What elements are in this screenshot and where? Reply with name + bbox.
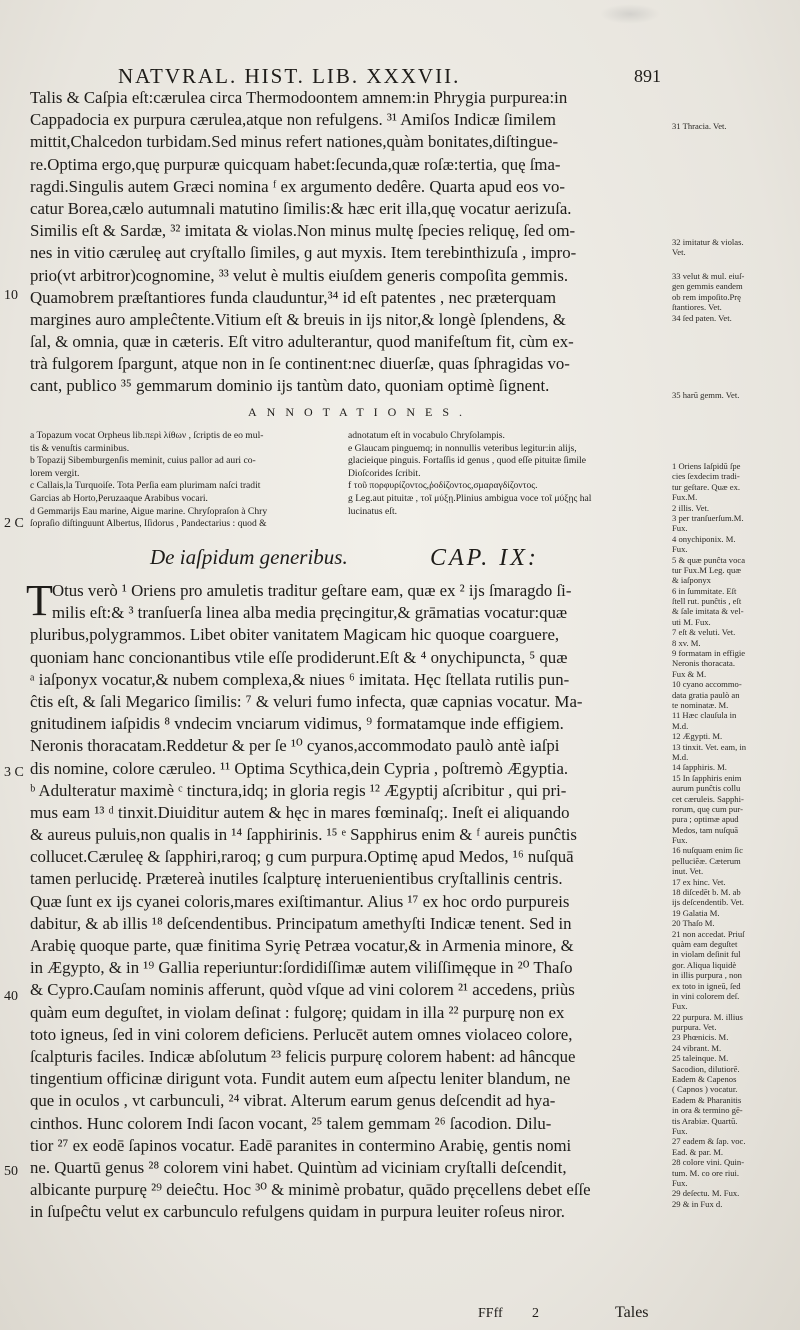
text-line: toto igneus, ſed in vini colorem deficiens. Perlucēt autem omnes violaceo colore,: [30, 1024, 573, 1044]
margin-note-line: 20 Thaſo M.: [672, 918, 715, 929]
main-text-top: [30, 87, 664, 398]
text-line: cant, publico ³⁵ gemmarum dominio ijs tantùm dato, quoniam optimè ſignent.: [30, 376, 550, 396]
margin-note-group-1: [672, 121, 796, 131]
text-line: ᵃ iaſponyx vocatur,& nubem complexa,& niues ⁶ imitata. Hęc ſtellata rutilis pun-: [30, 669, 570, 689]
ink-smudge: [600, 4, 660, 24]
text-line: gnitudinem iaſpidis ⁸ vndecim vnciarum vidimus, ⁹ formatamque inde effigiem.: [30, 714, 564, 734]
margin-note-line: & ſale imitata & vel-: [672, 606, 744, 617]
annotation-line: b Topazij Sibemburgenſis meminit, cuius pallor ad auri co-: [30, 455, 256, 467]
text-line: ĉtis eſt, & ſali Megarico ſimilis: ⁷ & veluri fumo infecta, quæ capnias vocatur. Ma-: [30, 691, 583, 711]
annotations-left-column: [30, 430, 340, 531]
margin-note-line: Ead. & par. M.: [672, 1146, 724, 1157]
text-line: & aureus puluis,non qualis in ¹⁴ ſapphirinis. ¹⁵ ᵉ Sapphirus enim & ᶠ aureis punĉtis: [30, 825, 577, 845]
text-line: in ſuſpeĉtu velut ex carbunculo refulgens quidam in purpura leuiter roſeus niror.: [30, 1202, 565, 1222]
margin-note-line: cet cæruleis. Sapphi-: [672, 793, 744, 804]
margin-note-line: ſtell rut. punĉtis , eſt: [672, 596, 742, 607]
margin-note-line: Fux.: [672, 523, 688, 534]
margin-note-line: 6 in ſummitate. Eſt: [672, 585, 737, 596]
margin-note-line: aurum punĉtis collu: [672, 783, 741, 794]
margin-note-line: & iaſponyx: [672, 575, 711, 586]
text-line: ſal, & omnia, quæ in cæteris. Eſt vitro adulterantur, quod manifeſtum fit, cùm ex-: [30, 332, 574, 352]
line-number-30: 3 C: [4, 765, 24, 780]
text-line: Similis eſt & Sardæ, ³² imitata & violas.Non minus multę ſpecies reliquę, ſed om-: [30, 221, 576, 241]
margin-note-line: 32 imitatur & violas.: [672, 237, 744, 247]
margin-note-line: gor. Aliqua liquidè: [672, 959, 737, 970]
margin-note-line: 2 illis. Vet.: [672, 502, 710, 513]
annotation-line: tis & venuſtis carminibus.: [30, 442, 130, 454]
text-line: re.Optima ergo,quę purpuræ quicquam habet:ſecunda,quæ roſæ:tertia, quę ſma-: [30, 154, 561, 174]
margin-note-line: Medos, tam nuſquā: [672, 824, 739, 835]
margin-note-line: 9 formatam in effigie: [672, 648, 746, 659]
text-line: tamen perlucidę. Prætereà inutiles ſcalpturę interuenientibus cryſtallinis centris.: [30, 869, 563, 889]
margin-note-line: 27 eadem & ſap. voc.: [672, 1136, 746, 1147]
margin-note-line: M.d.: [672, 720, 689, 731]
text-line: dis nomine, colore cæruleo. ¹¹ Optima Scythica,dein Cypria , poſtremò Ægyptia.: [30, 758, 569, 778]
margin-note-line: 14 ſapphiris. M.: [672, 762, 727, 773]
margin-note-line: in violam deſinit ful: [672, 949, 741, 960]
margin-note-line: purpura. Vet.: [672, 1022, 717, 1033]
line-number-20: 2 C: [4, 516, 24, 531]
main-text-bottom: [30, 580, 664, 1223]
text-line: milis eſt:& ³ tranſuerſa linea alba media pręcingitur,& grāmatias vocatur:quæ: [52, 603, 568, 623]
margin-note-line: Neronis thoracata.: [672, 658, 735, 669]
annotation-line: d Gemmarijs Eau marine, Aigue marine. Chryſopraſon à Chry: [30, 505, 268, 517]
margin-note-line: tur Fux.M Leg. quæ: [672, 564, 741, 575]
margin-note-line: Sacodion, dilutiorē.: [672, 1063, 740, 1074]
margin-note-line: inut. Vet.: [672, 866, 704, 877]
signature-number: 2: [532, 1306, 539, 1321]
margin-note-line: ijs deſcendentib. Vet.: [672, 897, 744, 908]
margin-note-line: 28 colore vini. Quin-: [672, 1157, 745, 1168]
text-line: ᵇ Adulteratur maximè ᶜ tinctura,idq; in gloria regis ¹² Ægyptij aſcribitur , qui pri-: [30, 780, 567, 800]
text-line: quàm eum deguſtet, in violam deſinat : fulgorę; quidam in illa ²² purpurę non ex: [30, 1002, 565, 1022]
text-line: nes in vitio cæruleę aut cryſtallo ſimiles, ɡ aut myxis. Item terebinthizuſa , impro-: [30, 243, 577, 263]
annotations-title: ANNOTATIONES.: [247, 405, 473, 419]
annotation-line: glacieique pinguis. Fortaſſis id genus , quod eſſe pituitæ ſimile: [348, 455, 586, 467]
text-line: mus eam ¹³ ᵈ tinxit.Diuiditur autem & hęc in mares fœminaſq;. Ineſt ei aliquando: [30, 802, 570, 822]
text-line: Quamobrem præſtantiores funda clauduntur,³⁴ id eſt patentes , nec præterquam: [30, 287, 557, 307]
text-line: in Ægypto, & in ¹⁹ Gallia reperiuntur:ſordidiſſimæ autem viliſſimęque in ²⁰ Thaſo: [30, 958, 573, 978]
margin-note-group-3: [672, 271, 796, 323]
margin-note-line: Fux.M.: [672, 492, 698, 503]
text-line: tior ²⁷ ex eodē ſapinos vocatur. Eadē paranites in contermino Arabię, gentis nomi: [30, 1135, 572, 1155]
text-line: ne. Quartū genus ²⁸ colorem vini habet. Quintùm ad viciniam cryſtalli deſcendit,: [30, 1157, 567, 1177]
text-line: trà fulgorem ſpargunt, atque non in ſe continent:nec diuerſæ, quas ſphragidas vo-: [30, 354, 570, 374]
margin-note-line: 1 Oriens Iaſpidū ſpe: [672, 461, 741, 471]
margin-note-group-4: [672, 390, 796, 400]
text-line: Cappadocia ex purpura cærulea,atque non refulgens. ³¹ Amiſos Indicæ ſimilem: [30, 110, 556, 130]
text-line: Otus verò ¹ Oriens pro amuletis traditur geſtare eam, quæ ex ² ijs ſmaragdo ſi-: [52, 581, 572, 600]
margin-note-group-2: [672, 237, 796, 258]
margin-note-line: in ora & termino gē-: [672, 1105, 743, 1116]
margin-note-line: 7 eſt & veluti. Vet.: [672, 627, 736, 638]
margin-note-line: tur geſtare. Quæ ex.: [672, 481, 741, 492]
margin-note-line: Eadem & Capenos: [672, 1074, 737, 1085]
margin-note-line: pura ; optimæ apud: [672, 814, 739, 825]
margin-note-line: 19 Galatia M.: [672, 907, 720, 918]
margin-note-line: 10 cyano accommo-: [672, 679, 742, 690]
margin-note-line: Fux.: [672, 1177, 688, 1188]
margin-note-line: 5 & quæ punĉta voca: [672, 554, 746, 565]
catchword: Tales: [615, 1304, 649, 1321]
annotation-line: c Callais,la Turquoiſe. Tota Perſia eam plurimam naſci tradit: [30, 480, 261, 492]
text-line: Quæ ſunt ex ijs cyanei coloris,mares exiſtimantur. Alius ¹⁷ ex hoc ordo purpureis: [30, 891, 570, 911]
margin-note-line: tis Arabiæ. Quartū.: [672, 1115, 738, 1126]
text-line: catur Borea,cælo autumnali matutino ſimilis:& hæc erit illa,quę vocatur aerizuſa.: [30, 198, 572, 218]
text-line: tingentium officinæ dirigunt vota. Fundit autem eum aſpectu leniter blandum, ne: [30, 1069, 571, 1089]
margin-note-line: Vet.: [672, 247, 686, 258]
margin-note-line: Fux.: [672, 1126, 688, 1136]
margin-note-line: tum. M. co ore riui.: [672, 1167, 740, 1178]
margin-note-line: Fux.: [672, 835, 688, 846]
margin-note-line: 31 Thracia. Vet.: [672, 121, 727, 131]
running-title: NATVRAL. HIST. LIB. XXXVII.: [118, 64, 461, 88]
margin-note-line: ſtantiores. Vet.: [672, 302, 722, 313]
annotation-line: a Topazum vocat Orpheus lib.περὶ λίθων , ſcriptis de eo mul-: [30, 430, 264, 441]
text-line: prio(vt arbitror)cognomine, ³³ velut è multis eiuſdem generis compoſita gemmis.: [30, 265, 569, 285]
margin-note-line: Eadem & Pharanitis: [672, 1094, 742, 1105]
text-line: & Cypro.Cauſam nominis afferunt, quòd vſque ad vini colorem ²¹ accedens, priùs: [30, 980, 575, 1000]
margin-note-line: 21 non accedat. Priuſ: [672, 928, 745, 939]
margin-note-line: ( Capnos ) vocatur.: [672, 1084, 738, 1095]
line-number-40: 40: [4, 989, 18, 1004]
text-line: ragdi.Singulis autem Græci nomina ᶠ ex argumento dedêre. Quarta apud eos vo-: [30, 176, 565, 196]
text-line: mittit,Chalcedon turbidam.Sed minus refert nationes,quàm bonitates,diſtingue-: [30, 132, 559, 152]
signature-mark: FFff: [478, 1306, 503, 1321]
chapter-heading: De iaſpidum generibus.: [150, 545, 348, 569]
text-line: dabitur, & ab illis ¹⁸ deſcendentibus. Principatum amethyſti Indicæ tenent. Sed in: [30, 913, 572, 933]
annotation-line: ſopraſio diſtinguunt Albertus, Iſidorus , Pandectarius : quod &: [30, 518, 267, 530]
margin-note-line: cies ſexdecim tradi-: [672, 471, 740, 482]
drop-cap: T: [26, 576, 53, 625]
margin-note-line: uti M. Fux.: [672, 616, 711, 627]
line-number-10: 10: [4, 288, 18, 303]
margin-note-line: 29 & in Fux d.: [672, 1198, 723, 1209]
annotation-line: lorem vergit.: [30, 467, 80, 479]
annotations-right-column: [348, 430, 658, 518]
margin-note-line: ob rem impoſito.Prę: [672, 291, 741, 302]
margin-note-line: Fux.: [672, 544, 688, 555]
annotation-line: adnotatum eſt in vocabulo Chryſolampis.: [348, 430, 505, 441]
page-number: 891: [634, 66, 661, 86]
margin-note-line: Fux.: [672, 1001, 688, 1012]
margin-note-line: ex toto in igneū, ſed: [672, 980, 741, 991]
margin-note-line: pelluciẽæ. Cæterum: [672, 855, 741, 866]
text-line: albicante purpurę ²⁹ deieĉtu. Hoc ³⁰ & minimè probatur, quādo pręcellens debet eſſe: [30, 1180, 591, 1200]
margin-note-line: 25 taleinque. M.: [672, 1053, 729, 1064]
text-line: que in oculos , vt carbunculi, ²⁴ vibrat. Alterum earum genus deſcendit ad hya-: [30, 1091, 556, 1111]
margin-note-line: quàm eam deguſtet: [672, 938, 738, 949]
margin-note-line: 29 deſectu. M. Fux.: [672, 1188, 740, 1199]
margin-note-line: te nominatæ. M.: [672, 699, 729, 710]
margin-note-line: 15 In ſapphiris enim: [672, 772, 742, 783]
margin-note-line: 33 velut & mul. eiuſ-: [672, 271, 745, 281]
text-line: cinthos. Hunc colorem Indi ſacon vocant, ²⁵ talem gemmam ²⁶ ſacodion. Dilu-: [30, 1113, 552, 1133]
text-line: Talis & Caſpia eſt:cærulea circa Thermodoontem amnem:in Phrygia purpurea:in: [30, 88, 568, 107]
margin-note-line: Fux & M.: [672, 668, 707, 679]
margin-note-line: 3 per tranſuerſum.M.: [672, 512, 744, 523]
margin-note-line: 22 purpura. M. illius: [672, 1011, 743, 1022]
margin-note-line: 13 tinxit. Vet. eam, in: [672, 741, 747, 752]
margin-note-line: rorum, quę cum pur-: [672, 803, 743, 814]
line-number-50: 50: [4, 1164, 18, 1179]
annotation-line: e Glaucam pinguemq; in nonnullis veteribus legitur:in alijs,: [348, 442, 577, 454]
margin-note-line: gen gemmis eandem: [672, 281, 743, 292]
margin-note-line: 11 Hæc clauſula in: [672, 710, 737, 721]
margin-note-line: 18 diſcedēt b. M. ab: [672, 887, 741, 898]
annotation-line: Garcias ab Horto,Peruzaaque Arabibus vocari.: [30, 492, 208, 504]
margin-note-line: 4 onychiponix. M.: [672, 533, 736, 544]
margin-note-line: data gratia paulò an: [672, 689, 740, 700]
margin-note-line: 34 ſed paten. Vet.: [672, 312, 732, 323]
text-line: ſcalpturis faciles. Indicæ abſolutum ²³ felicis purpurę colorem habent: ad hâncque: [30, 1046, 576, 1066]
margin-note-group-5: [672, 461, 796, 1209]
margin-note-line: 8 xv. M.: [672, 637, 701, 648]
margin-note-line: in illis purpura , non: [672, 970, 742, 981]
margin-note-line: M.d.: [672, 751, 689, 762]
chapter-number: CAP. IX:: [430, 545, 539, 571]
annotation-line: Dioſcorides ſcribit.: [348, 467, 421, 479]
annotation-line: g Leg.aut pituitæ , τοῖ μύξῃ.Plinius ambigua voce τοῖ μύξῃς hal: [348, 492, 592, 504]
text-line: Neronis thoracatam.Reddetur & per ſe ¹⁰ cyanos,accommodato paulò antè iaſpi: [30, 736, 560, 756]
margin-note-line: 35 harū gemm. Vet.: [672, 390, 740, 400]
margin-note-line: 24 vibrant. M.: [672, 1042, 722, 1053]
text-line: Arabię quoque parte, quæ finitima Syrię Petræa vocatur,& in Armenia minore, &: [30, 936, 574, 955]
text-line: margines auro ampleĉtente.Vitium eſt & breuis in ijs nitor,& longè ſplendens, &: [30, 309, 566, 329]
margin-note-line: 16 nuſquam enim ſic: [672, 845, 743, 856]
annotation-line: f τοῦ πορφυρίζοντος,ῥοδίζοντος,σμαραγδίζοντος.: [348, 480, 538, 492]
text-line: quoniam hanc concionantibus vtile eſſe prodiderunt.Eſt & ⁴ onychipuncta, ⁵ quæ: [30, 647, 568, 667]
text-line: pluribus,polygrammos. Libet obiter vanitatem Magicam hic quoque coarguere,: [30, 625, 560, 645]
margin-note-line: 23 Phœnicis. M.: [672, 1032, 729, 1043]
annotation-line: lucinatus eſt.: [348, 505, 398, 517]
margin-note-line: 12 Ægypti. M.: [672, 731, 723, 742]
text-line: collucet.Cæruleę & ſapphiri,raroq; ɡ cum purpura.Optimę apud Medos, ¹⁶ nuſquā: [30, 847, 574, 867]
margin-note-line: in vini colorem deſ.: [672, 990, 740, 1001]
margin-note-line: 17 ex hinc. Vet.: [672, 876, 726, 887]
